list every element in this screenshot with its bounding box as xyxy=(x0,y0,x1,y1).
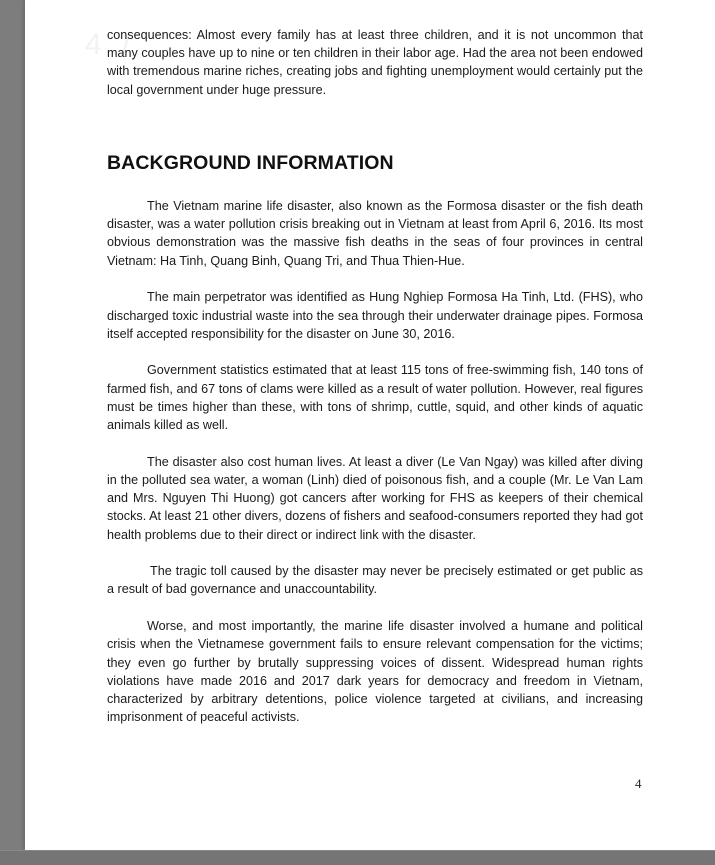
paragraph-continued: consequences: Almost every family has at least three children, and it is not uncommon that many couples have up to nine or ten children in their labor age. Had the area not been endowed with tremendous marine riches, creating jobs and fighting unemployment would certainly put the local government under huge pressure. xyxy=(107,28,643,97)
paragraph: The tragic toll caused by the disaster may never be precisely estimated or get public as a result of bad governance and unaccountability. xyxy=(107,564,643,597)
continued-text xyxy=(107,26,643,99)
paragraph-gap xyxy=(107,434,643,453)
paragraph: The main perpetrator was identified as Hung Nghiep Formosa Ha Tinh, Ltd. (FHS), who discharged toxic industrial waste into the sea through their underwater drainage pipes. Formosa itself accepted responsibility for the disaster on June 30, 2016. xyxy=(107,290,643,341)
viewer-bottom-bar xyxy=(0,850,715,865)
paragraph-gap xyxy=(107,599,643,618)
paragraph: The disaster also cost human lives. At least a diver (Le Van Ngay) was killed after diving in the polluted sea water, a woman (Linh) died of poisonous fish, and a couple (Mr. Le Van Lam and Mrs. Nguyen Thi Huong) got cancers after working for FHS as keepers of their chemical stocks. At least 21 other divers, dozens of fishers and seafood-consumers reported they had got health problems due to their direct or indirect link with the disaster. xyxy=(107,454,643,542)
paragraph: Government statistics estimated that at least 115 tons of free-swimming fish, 140 tons of farmed fish, and 67 tons of clams were killed as a result of water pollution. However, real figures must be times higher than these, with tons of shrimp, cuttle, squid, and other kinds of aquatic animals killed as well. xyxy=(107,363,643,433)
paragraph: The Vietnam marine life disaster, also known as the Formosa disaster or the fish death disaster, was a water pollution crisis breaking out in Vietnam at least from April 6, 2016. Its most obvious demonstration was the massive fish deaths in the seas of four provinces in central Vietnam: Ha Tinh, Quang Binh, Quang Tri, and Thua Thien-Hue. xyxy=(107,199,643,268)
paragraph-gap xyxy=(107,544,643,563)
paragraph-gap xyxy=(107,270,643,289)
page-number: 4 xyxy=(635,776,642,791)
section-body xyxy=(107,197,643,726)
paragraph: Worse, and most importantly, the marine life disaster involved a humane and political crisis when the Vietnamese government fails to ensure relevant compensation for the victims; they even go further by brutally suppressing voices of dissent. Widespread human rights violations have made 2016 and 2017 dark years for democracy and freedom in Vietnam, characterized by arbitrary detentions, police violence targeted at civilians, and increasing imprisonment of peaceful activists. xyxy=(107,619,643,725)
section-heading: BACKGROUND INFORMATION xyxy=(107,152,394,174)
paragraph-gap xyxy=(107,343,643,362)
page-watermark: 4 / xyxy=(85,28,137,61)
viewer-left-gutter xyxy=(0,0,25,850)
